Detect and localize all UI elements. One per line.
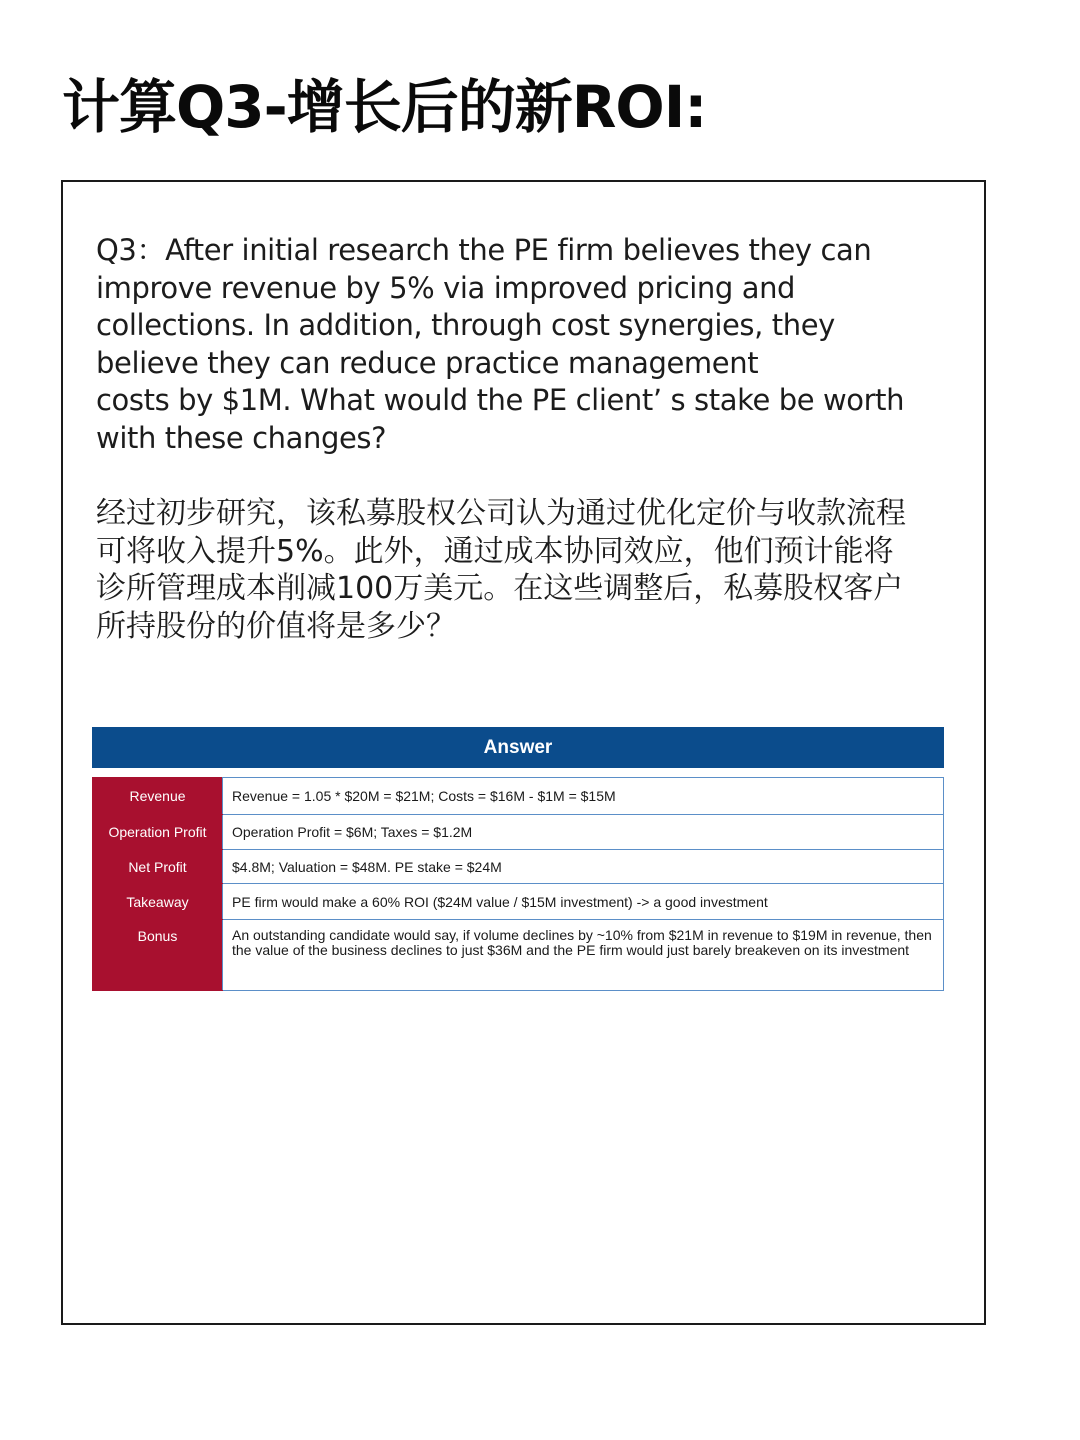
- answer-header: Answer: [92, 727, 944, 768]
- row-value-net-profit: $4.8M; Valuation = $48M. PE stake = $24M: [223, 850, 944, 884]
- row-value-revenue: Revenue = 1.05 * $20M = $21M; Costs = $16M - $1M = $15M: [223, 778, 944, 815]
- answer-table: [92, 777, 944, 991]
- row-label-net-profit: Net Profit: [93, 850, 223, 884]
- table-row: [93, 850, 944, 884]
- question-chinese: 经过初步研究，该私募股权公司认为通过优化定价与收款流程 可将收入提升5%。此外，通过成本协同效应，他们预计能将 诊所管理成本削减100万美元。在这些调整后，私募股权客户 所持股份的价值将是多少？: [96, 496, 906, 644]
- page-title: 计算Q3-增长后的新ROI:: [62, 73, 707, 141]
- question-english: Q3：After initial research the PE firm believes they can improve revenue by 5% via improved pricing and collections. In addition, through cost synergies, they believe they can reduce practice management costs by $1M. What would the PE client’ s stake be worth with these changes?: [96, 233, 905, 455]
- table-row: [93, 884, 944, 920]
- row-value-operation-profit: Operation Profit = $6M; Taxes = $1.2M: [223, 815, 944, 850]
- table-row: [93, 815, 944, 850]
- table-row: [93, 778, 944, 815]
- row-label-revenue: Revenue: [93, 778, 223, 815]
- row-value-bonus: An outstanding candidate would say, if volume declines by ~10% from $21M in revenue to $19M in revenue, then the value of the business declines to just $36M and the PE firm would just barely breakeven on its investment: [223, 920, 944, 991]
- row-value-takeaway: PE firm would make a 60% ROI ($24M value / $15M investment) -> a good investment: [223, 884, 944, 920]
- row-label-takeaway: Takeaway: [93, 884, 223, 920]
- question-card: [61, 180, 986, 1325]
- table-row: [93, 920, 944, 991]
- row-label-bonus: Bonus: [93, 920, 223, 991]
- row-label-operation-profit: Operation Profit: [93, 815, 223, 850]
